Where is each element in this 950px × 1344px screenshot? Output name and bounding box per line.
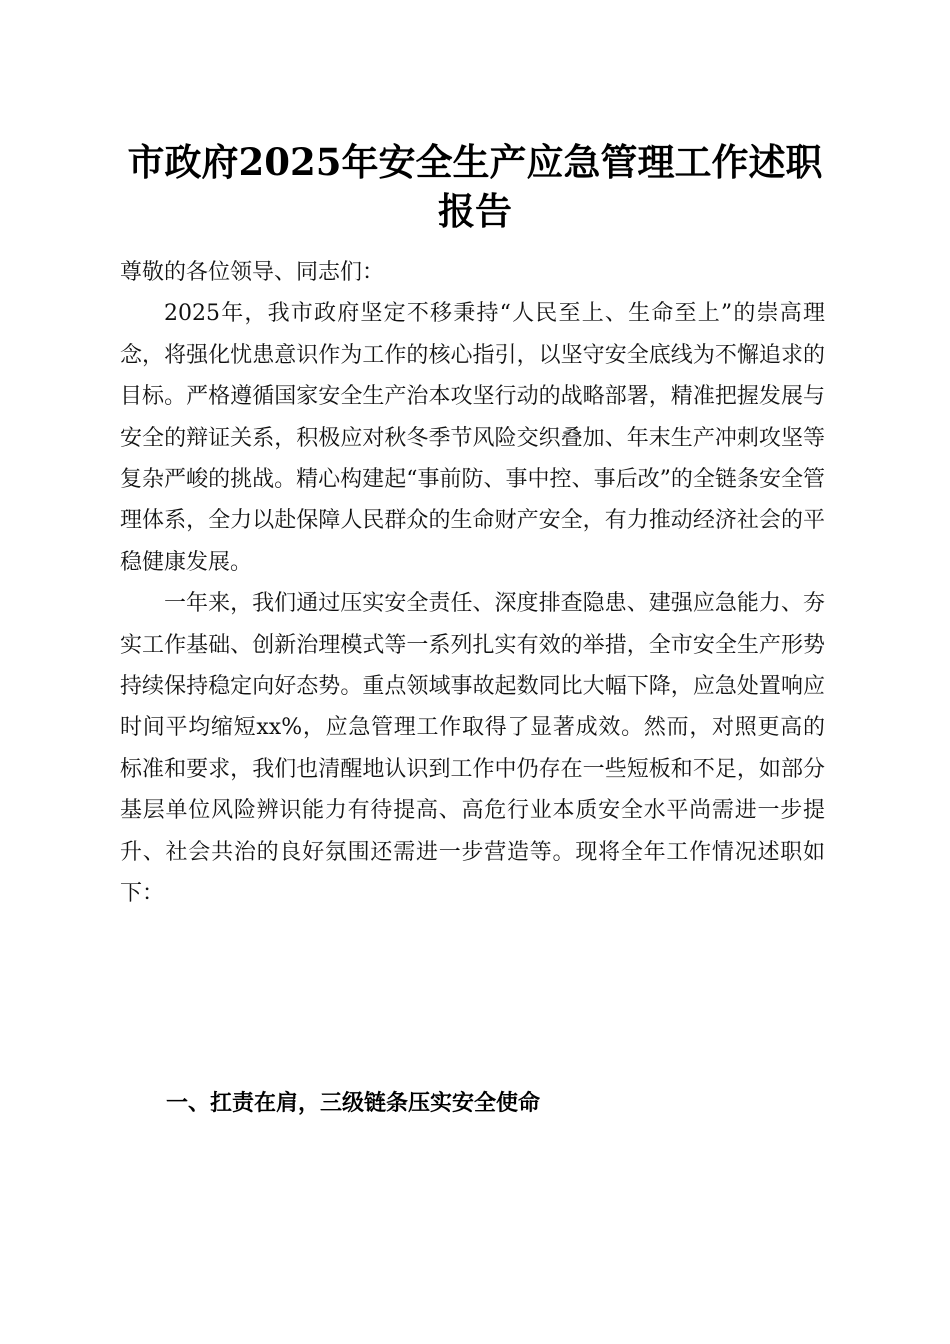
section-heading: 一、扛责在肩，三级链条压实安全使命 (166, 1091, 541, 1116)
salutation: 尊敬的各位领导、同志们： (120, 260, 385, 285)
document-title: 市政府2025年安全生产应急管理工作述职报告 (127, 140, 823, 233)
paragraph-intro: 2025年，我市政府坚定不移秉持“人民至上、生命至上”的崇高理念，将强化忧患意识作为工作的核心指引，以坚守安全底线为不懈追求的目标。严格遵循国家安全生产治本攻坚行动的战略部署，精准把握发展与安全的辩证关系，积极应对秋冬季节风险交织叠加、年末生产冲刺攻坚等复杂严峻的挑战。精心构建起“事前防、事中控、事后改”的全链条安全管理体系，全力以赴保障人民群众的生命财产安全，有力推动经济社会的平稳健康发展。 (120, 301, 825, 575)
document-body (120, 252, 825, 915)
paragraph-summary: 一年来，我们通过压实安全责任、深度排查隐患、建强应急能力、夯实工作基础、创新治理模式等一系列扎实有效的举措，全市安全生产形势持续保持稳定向好态势。重点领域事故起数同比大幅下降，应急处置响应时间平均缩短xx%，应急管理工作取得了显著成效。然而，对照更高的标准和要求，我们也清醒地认识到工作中仍存在一些短板和不足，如部分基层单位风险辨识能力有待提高、高危行业本质安全水平尚需进一步提升、社会共治的良好氛围还需进一步营造等。现将全年工作情况述职如下： (120, 591, 825, 907)
